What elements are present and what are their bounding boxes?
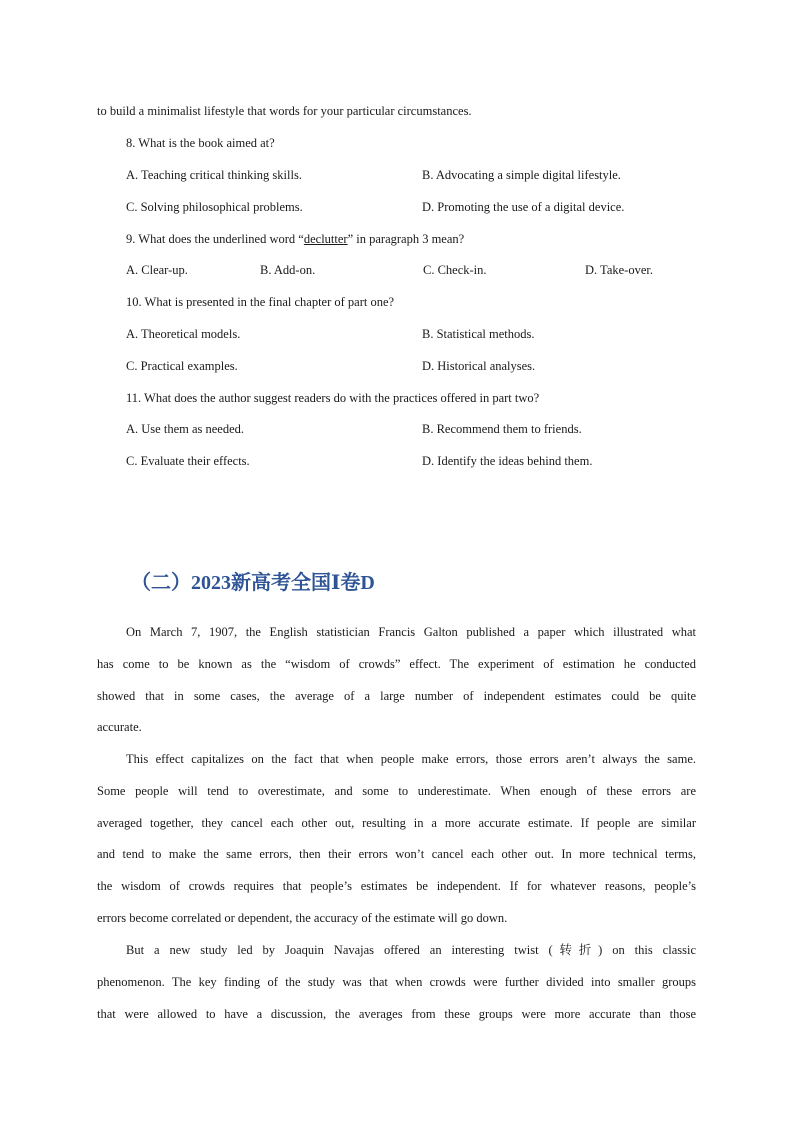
paragraph-line: On March 7, 1907, the English statistician Francis Galton published a paper which illustrated what: [126, 625, 696, 639]
paragraph-line: phenomenon. The key finding of the study was that when crowds were further divided into smaller groups: [97, 974, 696, 989]
question-11-option-b: B. Recommend them to friends.: [422, 422, 582, 436]
paragraph-line: that were allowed to have a discussion, the averages from these groups were more accurate than those: [97, 1006, 696, 1021]
question-11-stem: 11. What does the author suggest readers do with the practices offered in part two?: [126, 391, 540, 405]
question-10-stem: 10. What is presented in the final chapter of part one?: [126, 295, 395, 309]
question-11-option-d: D. Identify the ideas behind them.: [422, 454, 593, 468]
paragraph-line: But a new study led by Joaquin Navajas offered an interesting twist (转折) on this classic: [126, 943, 696, 957]
question-8-option-d: D. Promoting the use of a digital device.: [422, 200, 625, 214]
question-9-option-d: D. Take-over.: [585, 263, 653, 277]
question-9-option-a: A. Clear-up.: [126, 263, 188, 277]
paragraph-line: Some people will tend to overestimate, and some to underestimate. When enough of these errors are: [97, 783, 696, 798]
paragraph-line: accurate.: [97, 720, 142, 735]
section-title: （二）2023新高考全国Ⅰ卷D: [131, 572, 375, 594]
question-11-option-c: C. Evaluate their effects.: [126, 454, 250, 468]
question-8-option-b: B. Advocating a simple digital lifestyle.: [422, 168, 621, 182]
question-8-option-a: A. Teaching critical thinking skills.: [126, 168, 302, 182]
underlined-word: declutter: [303, 232, 348, 246]
paragraph-1: [97, 617, 696, 744]
paragraph-2: [97, 744, 696, 935]
paragraph-line: showed that in some cases, the average of a large number of independent estimates could be quite: [97, 688, 696, 703]
question-9-option-c: C. Check-in.: [423, 263, 487, 277]
paragraph-line: This effect capitalizes on the fact that when people make errors, those errors aren’t always the same.: [126, 752, 696, 766]
question-10-option-b: B. Statistical methods.: [422, 327, 535, 341]
question-9-option-b: B. Add-on.: [260, 263, 316, 277]
paragraph-line: the wisdom of crowds requires that people’s estimates be independent. If for whatever reasons, people’s: [97, 879, 696, 894]
question-9-stem-pre: 9. What does the underlined word “: [126, 232, 304, 246]
question-8-option-c: C. Solving philosophical problems.: [126, 200, 303, 214]
paragraph-line: averaged together, they cancel each other out, resulting in a more accurate estimate. If people are similar: [97, 815, 696, 830]
question-9-stem-post: ” in paragraph 3 mean?: [347, 232, 465, 246]
passage-continuation: to build a minimalist lifestyle that words for your particular circumstances.: [97, 104, 472, 118]
question-10-option-a: A. Theoretical models.: [126, 327, 241, 341]
question-10-option-c: C. Practical examples.: [126, 359, 238, 373]
paragraph-line: and tend to make the same errors, then their errors won’t cancel each other out. In more technical terms,: [97, 847, 696, 862]
question-10-option-d: D. Historical analyses.: [422, 359, 536, 373]
paragraph-line: has come to be known as the “wisdom of crowds” effect. The experiment of estimation he conducted: [97, 656, 696, 671]
paragraph-3: [97, 935, 696, 1030]
question-9-stem: [126, 231, 464, 247]
paragraph-line: errors become correlated or dependent, the accuracy of the estimate will go down.: [97, 910, 508, 925]
question-8-stem: 8. What is the book aimed at?: [126, 136, 275, 150]
question-11-option-a: A. Use them as needed.: [126, 422, 245, 436]
